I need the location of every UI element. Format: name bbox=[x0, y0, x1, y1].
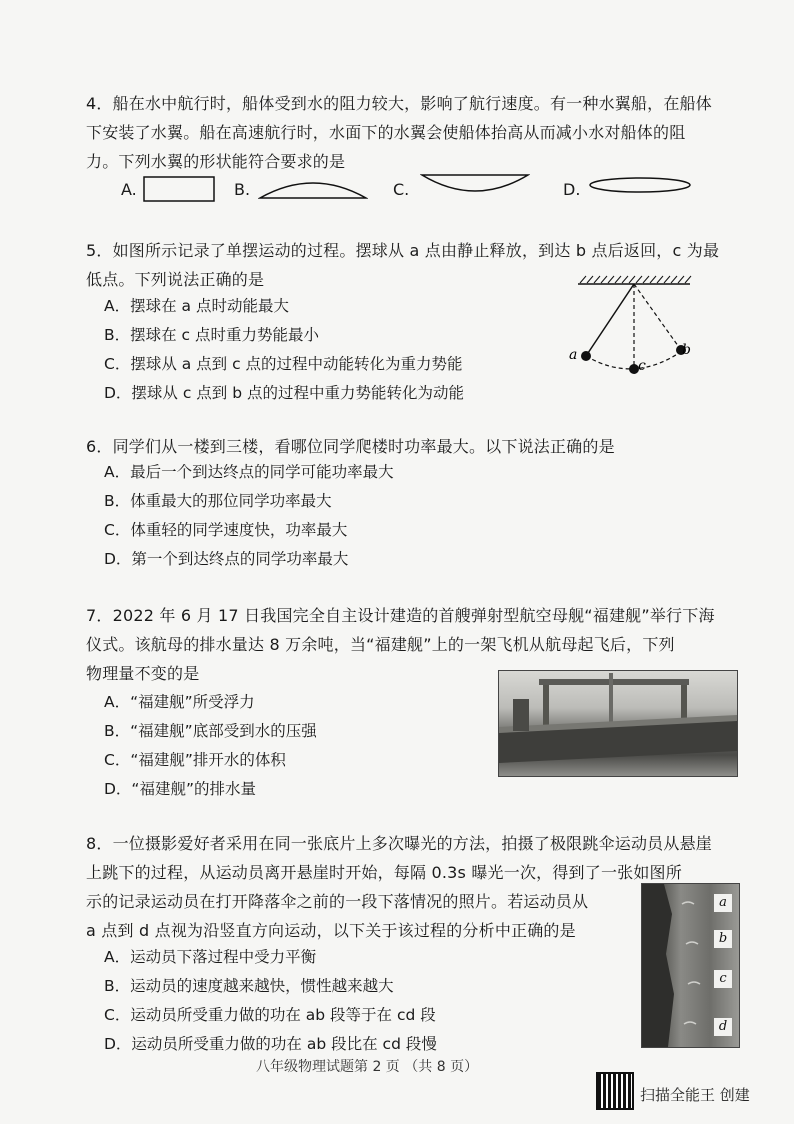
q7-option-c: C．“福建舰”排开水的体积 bbox=[104, 751, 286, 769]
q6-option-b: B．体重最大的那位同学功率最大 bbox=[104, 492, 332, 510]
q6-option-c: C．体重轻的同学速度快，功率最大 bbox=[104, 521, 348, 539]
q4-line: 下安装了水翼。船在高速航行时，水面下的水翼会使船体抬高从而减小水对船体的阻 bbox=[86, 123, 686, 142]
q4-choice-d-label: D. bbox=[563, 180, 581, 199]
q6-option-a: A．最后一个到达终点的同学可能功率最大 bbox=[104, 463, 394, 481]
hydrofoil-arch-bottom-icon bbox=[420, 171, 530, 197]
aircraft-carrier-photo bbox=[498, 670, 738, 777]
question-6-stem bbox=[86, 432, 726, 461]
question-4-stem bbox=[86, 89, 726, 176]
hydrofoil-rectangle-icon bbox=[143, 175, 217, 205]
photo-label-d: d bbox=[714, 1018, 732, 1036]
label-a: a bbox=[569, 347, 578, 363]
q7-line: 物理量不变的是 bbox=[86, 664, 200, 683]
q5-option-c: C．摆球从 a 点到 c 点的过程中动能转化为重力势能 bbox=[104, 355, 463, 373]
q8-option-b: B．运动员的速度越来越快，惯性越来越大 bbox=[104, 977, 394, 995]
q7-line: 7．2022 年 6 月 17 日我国完全自主设计建造的首艘弹射型航空母舰“福建舰”举行下海 bbox=[86, 606, 715, 625]
photo-label-a: a bbox=[714, 894, 732, 912]
q8-option-a: A．运动员下落过程中受力平衡 bbox=[104, 948, 317, 966]
qr-code-icon bbox=[596, 1072, 634, 1110]
q7-option-d: D．“福建舰”的排水量 bbox=[104, 780, 256, 798]
q8-option-c: C．运动员所受重力做的功在 ab 段等于在 cd 段 bbox=[104, 1006, 436, 1024]
q5-option-d: D．摆球从 c 点到 b 点的过程中重力势能转化为动能 bbox=[104, 384, 465, 402]
q6-line: 6．同学们从一楼到三楼，看哪位同学爬楼时功率最大。以下说法正确的是 bbox=[86, 437, 615, 456]
q5-option-b: B．摆球在 c 点时重力势能最小 bbox=[104, 326, 320, 344]
carrier-illustration bbox=[499, 671, 737, 776]
scanner-brand: 扫描全能王 创建 bbox=[640, 1086, 750, 1104]
q7-option-b: B．“福建舰”底部受到水的压强 bbox=[104, 722, 317, 740]
pendulum-ball-a bbox=[581, 351, 591, 361]
q8-line: a 点到 d 点视为沿竖直方向运动，以下关于该过程的分析中正确的是 bbox=[86, 921, 576, 940]
q5-line: 低点。下列说法正确的是 bbox=[86, 270, 265, 289]
photo-label-b: b bbox=[714, 930, 732, 948]
q8-line: 8．一位摄影爱好者采用在同一张底片上多次曝光的方法，拍摄了极限跳伞运动员从悬崖 bbox=[86, 834, 712, 853]
page-footer: 八年级物理试题第 2 页 （共 8 页） bbox=[256, 1059, 479, 1075]
pendulum-string bbox=[586, 284, 634, 356]
q4-line: 力。下列水翼的形状能符合要求的是 bbox=[86, 152, 346, 171]
pendulum-diagram bbox=[560, 272, 710, 384]
q5-option-a: A．摆球在 a 点时动能最大 bbox=[104, 297, 289, 315]
photo-label-c: c bbox=[714, 970, 732, 988]
q7-line: 仪式。该航母的排水量达 8 万余吨，当“福建舰”上的一架飞机从航母起飞后，下列 bbox=[86, 635, 675, 654]
label-c: c bbox=[638, 358, 646, 374]
q8-option-d: D．运动员所受重力做的功在 ab 段比在 cd 段慢 bbox=[104, 1035, 437, 1053]
q7-option-a: A．“福建舰”所受浮力 bbox=[104, 693, 255, 711]
q4-choice-b-label: B. bbox=[234, 180, 251, 199]
hydrofoil-ellipse-icon bbox=[588, 174, 692, 196]
q4-line: 4．船在水中航行时，船体受到水的阻力较大，影响了航行速度。有一种水翼船，在船体 bbox=[86, 94, 712, 113]
q4-choice-a-label: A. bbox=[121, 180, 137, 199]
q8-line: 上跳下的过程，从运动员离开悬崖时开始，每隔 0.3s 曝光一次，得到了一张如图所 bbox=[86, 863, 682, 882]
question-8-stem bbox=[86, 829, 726, 945]
q4-choice-c-label: C. bbox=[393, 180, 410, 199]
label-b: b bbox=[682, 342, 691, 358]
q5-line: 5．如图所示记录了单摆运动的过程。摆球从 a 点由静止释放，到达 b 点后返回，c 为最 bbox=[86, 241, 720, 260]
q6-option-d: D．第一个到达终点的同学功率最大 bbox=[104, 550, 349, 568]
skydiver-photo bbox=[641, 883, 740, 1048]
hydrofoil-arch-top-icon bbox=[258, 176, 368, 202]
q8-line: 示的记录运动员在打开降落伞之前的一段下落情况的照片。若运动员从 bbox=[86, 892, 589, 911]
